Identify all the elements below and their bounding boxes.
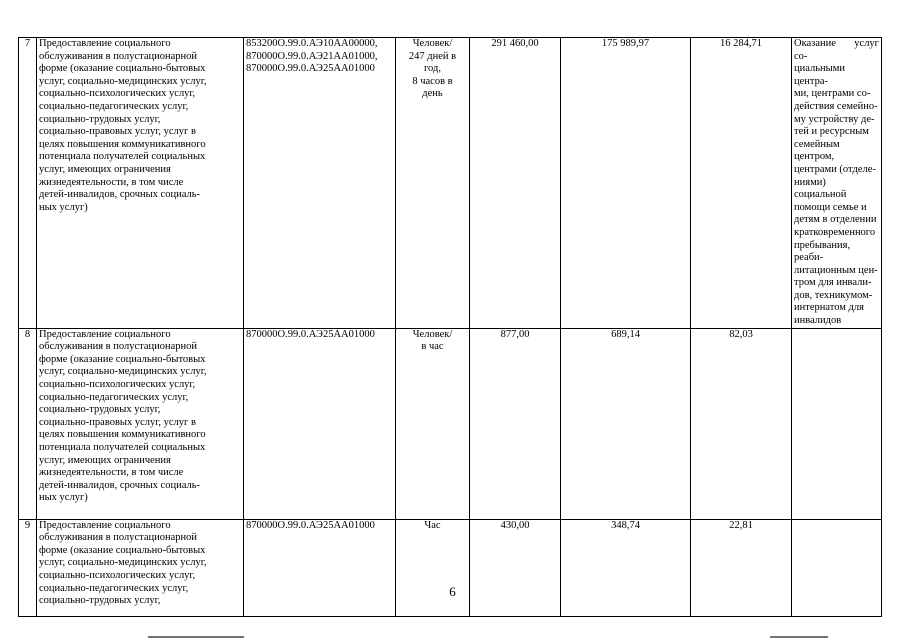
service-name-line: жизнедеятельности, в том числе xyxy=(39,176,184,188)
service-name-line: услуг, имеющих ограничения xyxy=(39,454,171,466)
note-line: помощи семье и xyxy=(794,201,867,213)
service-name-line: социально-трудовых услуг, xyxy=(39,404,161,416)
unit-line: год, xyxy=(424,63,441,75)
service-name-line: потенциала получателей социальных xyxy=(39,442,206,453)
note-line: дов, техникумом- xyxy=(794,289,873,301)
row-number: 8 xyxy=(19,328,37,519)
note-line: ниями) социальной xyxy=(794,176,847,201)
service-name-line: услуг, социально-медицинских услуг, xyxy=(39,366,207,378)
service-name-line: потенциала получателей социальных xyxy=(39,151,206,163)
unit-of-measure xyxy=(396,328,470,519)
service-name-line: социально-трудовых услуг, xyxy=(39,595,161,607)
service-name-line: социально-трудовых услуг, xyxy=(39,113,161,125)
note-line: кратковременного xyxy=(794,226,876,238)
service-name-line: социально-психологических услуг, xyxy=(39,570,196,582)
unit-of-measure xyxy=(396,519,470,616)
table-row xyxy=(19,519,882,616)
value-1: 877,00 xyxy=(470,328,561,519)
service-name-line: детей-инвалидов, срочных социаль- xyxy=(39,189,200,201)
unit-line: 8 часов в xyxy=(412,75,453,87)
service-name-line: жизнедеятельности, в том числе xyxy=(39,467,184,479)
note-line: тей и ресурсным xyxy=(794,126,869,138)
service-name-line: услуг, имеющих ограничения xyxy=(39,163,171,175)
note-line: действия семейно- xyxy=(794,100,878,112)
value-3: 82,03 xyxy=(691,328,792,519)
row-number: 9 xyxy=(19,519,37,616)
service-name xyxy=(37,38,244,329)
unit-of-measure xyxy=(396,38,470,329)
note-line: ми, центрами со- xyxy=(794,88,871,100)
note-line: циальными центра- xyxy=(794,63,845,87)
service-name-line: социально-педагогических услуг, xyxy=(39,582,189,594)
service-name-line: форме (оказание социально-бытовых xyxy=(39,353,206,365)
note-line: семейным центром, xyxy=(794,138,840,163)
unit-line: Человек/ xyxy=(412,38,453,49)
note-line: тром для инвали- xyxy=(794,277,872,289)
service-name-line: Предоставление социального xyxy=(39,38,171,49)
registry-codes xyxy=(244,38,396,329)
note xyxy=(792,38,882,329)
service-name-line: форме (оказание социально-бытовых xyxy=(39,63,206,75)
value-2: 175 989,97 xyxy=(561,38,691,329)
service-name-line: социально-педагогических услуг, xyxy=(39,391,189,403)
unit-line: в час xyxy=(421,341,444,353)
value-3: 16 284,71 xyxy=(691,38,792,329)
service-name-line: обслуживания в полустационарной xyxy=(39,341,197,353)
service-name-line: социально-психологических услуг, xyxy=(39,379,196,391)
note xyxy=(792,328,882,519)
note-line: му устройству де- xyxy=(794,113,875,125)
registry-codes xyxy=(244,328,396,519)
service-name xyxy=(37,519,244,616)
registry-code: 870000О.99.0.АЭ25АА01000 xyxy=(246,328,375,340)
unit-line: 247 дней в xyxy=(408,50,457,62)
value-2: 348,74 xyxy=(561,519,691,616)
services-table xyxy=(18,37,882,617)
service-name-line: социально-правовых услуг, услуг в xyxy=(39,126,196,138)
service-name-line: ных услуг) xyxy=(39,492,88,504)
service-name-line: услуг, социально-медицинских услуг, xyxy=(39,75,207,87)
value-1: 291 460,00 xyxy=(470,38,561,329)
table-row xyxy=(19,38,882,329)
footer-rule xyxy=(770,636,828,638)
note-line: пребывания, реаби- xyxy=(794,239,851,264)
service-name-line: услуг, социально-медицинских услуг, xyxy=(39,557,207,569)
service-name-line: форме (оказание социально-бытовых xyxy=(39,544,206,556)
service-name-line: социально-педагогических услуг, xyxy=(39,100,189,112)
value-1: 430,00 xyxy=(470,519,561,616)
row-number: 7 xyxy=(19,38,37,329)
unit-line: Человек/ xyxy=(412,328,453,340)
table-row xyxy=(19,328,882,519)
registry-code: 870000О.99.0.АЭ25АА01000 xyxy=(246,63,375,75)
service-name-line: Предоставление социального xyxy=(39,519,171,531)
value-3: 22,81 xyxy=(691,519,792,616)
registry-code: 870000О.99.0.АЭ21АА01000, xyxy=(246,50,378,62)
registry-code: 870000О.99.0.АЭ25АА01000 xyxy=(246,519,375,531)
note-line: интернатом для xyxy=(794,302,864,314)
page-number: 6 xyxy=(449,584,456,599)
footer-rule xyxy=(148,636,244,638)
unit-line: Час xyxy=(424,519,441,531)
note-line: литационным цен- xyxy=(794,264,878,276)
service-name-line: социально-правовых услуг, услуг в xyxy=(39,416,196,428)
service-name-line: детей-инвалидов, срочных социаль- xyxy=(39,479,200,491)
service-name-line: целях повышения коммуникативного xyxy=(39,138,206,150)
note-line: инвалидов xyxy=(794,315,842,327)
service-name-line: целях повышения коммуникативного xyxy=(39,429,206,441)
note-line: детям в отделении xyxy=(794,214,877,226)
registry-codes xyxy=(244,519,396,616)
service-name-line: Предоставление социального xyxy=(39,328,171,340)
note xyxy=(792,519,882,616)
service-name-line: обслуживания в полустационарной xyxy=(39,532,197,544)
value-2: 689,14 xyxy=(561,328,691,519)
service-name-line: ных услуг) xyxy=(39,201,88,213)
service-name-line: социально-психологических услуг, xyxy=(39,88,196,100)
unit-line: день xyxy=(422,88,443,100)
note-line: Оказание услуг со- xyxy=(794,38,879,62)
registry-code: 853200О.99.0.АЭ10АА00000, xyxy=(246,38,378,49)
service-name-line: обслуживания в полустационарной xyxy=(39,50,197,62)
service-name xyxy=(37,328,244,519)
note-line: центрами (отделе- xyxy=(794,163,876,175)
